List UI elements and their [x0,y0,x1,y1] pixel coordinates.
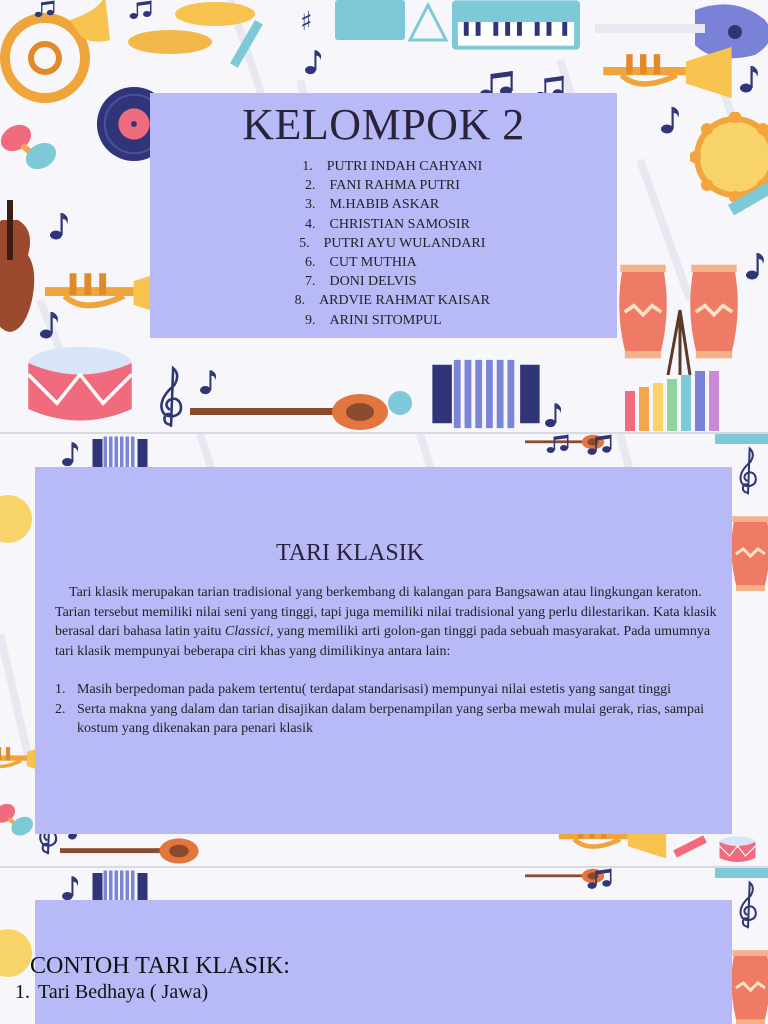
music-note-icon [547,435,569,453]
conga-drums-icon [731,516,768,591]
conga-stand-icon [668,310,690,375]
treble-clef-icon [741,883,756,929]
content-panel [35,467,732,834]
music-note-icon [740,66,758,93]
trumpet-icon [603,47,731,98]
music-note-icon [130,1,152,19]
list-item: 3. M.HABIB ASKAR [305,197,440,213]
violin-icon [0,200,34,332]
treble-clef-icon [161,368,181,427]
tambourine-icon [0,495,32,543]
sharp-icon: ♯ [300,7,313,37]
triangle-icon [410,5,446,40]
sitar-icon [190,394,388,430]
cymbal-icon [128,30,212,54]
conga-drums-icon [731,950,768,1024]
treble-clef-icon [741,449,756,495]
accordion-icon [432,360,539,428]
xylophone-icon [625,371,719,431]
music-note-icon [661,107,679,134]
list-item: 6. CUT MUTHIA [305,255,417,271]
list-item: 5. PUTRI AYU WULANDARI [299,235,486,251]
drum-icon [720,836,756,862]
group-title: KELOMPOK 2 [242,100,525,149]
list-item: 2. FANI RAHMA PUTRI [305,178,460,194]
music-note-icon [746,253,764,280]
slide-1 [0,0,768,432]
flute-icon [715,868,768,878]
french-horn-icon [5,0,110,98]
conga-drums-icon [619,265,667,359]
list-item: 4. CHRISTIAN SAMOSIR [305,216,470,232]
member-list [150,157,617,330]
sitar-icon [525,869,604,883]
music-note-icon [62,876,78,900]
section-title: TARI KLASIK [275,540,425,566]
list-item: 9. ARINI SITOMPUL [305,312,442,328]
drum-icon [28,347,132,421]
cymbal-icon [175,2,255,26]
tambourine-icon [0,929,32,977]
maracas-icon [0,120,61,175]
music-book-icon [335,0,405,40]
microphone-icon [388,391,412,415]
list-item: 7. DONI DELVIS [305,274,417,290]
guitar-icon [595,4,768,58]
list-item: 1. Masih berpedoman pada pakem tertentu( terdapat standarisasi) mempunyai nilai estetis yang sangat tinggi [55,682,672,697]
description-paragraph: Tari klasik merupakan tarian tradisional yang berkembang di kalangan para Bangsawan atau lingkungan keraton. Tarian tersebut memiliki nilai seni yang tinggi, tapi juga memiliki nilai tradisional yang perlu dilestarikan. Kata klasik berasal dari bahasa latin yaitu Classici, yang memiliki arti golon-gan tinggi pada sebuah masyarakat. Pada umumnya tari klasik mempunyai beberapa ciri khas yang dimilikinya antara lain: [55,585,717,659]
flute-icon [715,434,768,444]
list-item: 1. PUTRI INDAH CAHYANI [302,159,483,174]
title-panel [150,93,617,338]
slide-3 [0,868,768,1024]
keyboard-icon [452,0,580,49]
music-note-icon [50,213,68,240]
music-note-icon [200,370,216,394]
maracas-icon [0,800,36,839]
music-note-icon [305,50,321,74]
characteristics-list [55,680,719,739]
music-note-icon [62,442,78,466]
section-title: CONTOH TARI KLASIK: [30,953,290,979]
list-item: 1. Tari Bedhaya ( Jawa) [15,981,209,1003]
sitar-icon [60,838,199,863]
list-item: 8. ARDVIE RAHMAT KAISAR [294,293,490,309]
music-note-icon [545,403,561,427]
drumstick-icon [675,839,705,854]
conga-drums-icon [690,265,738,359]
slide-2 [0,434,768,866]
list-item: 2. Serta makna yang dalam dan tarian disajikan dalam berpenampilan yang serba mewah mulai gerak, rias, sampai kostum yang dikenakan para penari klasik [55,701,705,736]
